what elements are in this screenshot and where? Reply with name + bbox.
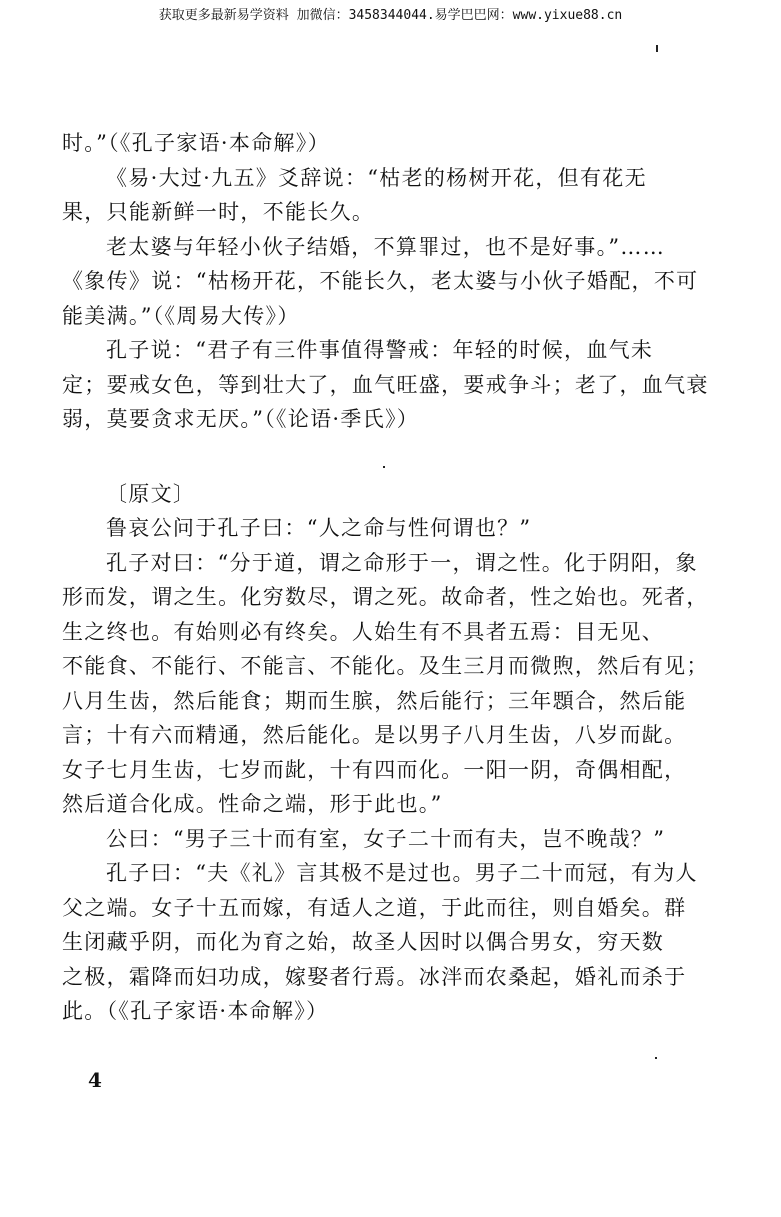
text-line: 不能食、不能行、不能言、不能化。及生三月而微煦，然后有见； <box>62 654 709 678</box>
text-line: 然后道合化成。性命之端，形于此也。” <box>62 792 443 816</box>
text-line: 言；十有六而精通，然后能化。是以男子八月生齿，八岁而龀。 <box>62 723 687 747</box>
text-line: 《象传》说：“枯杨开花，不能长久，老太婆与小伙子婚配，不可 <box>62 269 699 293</box>
text-line: 生之终也。有始则必有终矣。人始生有不具者五焉：目无见、 <box>62 619 665 644</box>
text-line: 孔子对曰：“分于道，谓之命形于一，谓之性。化于阴阳，象 <box>106 550 698 575</box>
text-line: 之极，霜降而妇功成，嫁娶者行焉。冰泮而农桑起，婚礼而杀于 <box>62 964 687 989</box>
text-line: 父之端。女子十五而嫁，有适人之道，于此而往，则自婚矣。群 <box>62 895 687 920</box>
text-line: 八月生齿，然后能食；期而生膑，然后能行；三年顋合，然后能 <box>62 688 687 713</box>
page-number: 4 <box>88 1068 102 1092</box>
text-line: 鲁哀公问于孔子曰：“人之命与性何谓也？” <box>106 516 532 540</box>
text-line: 形而发，谓之生。化穷数尽，谓之死。故命者，性之始也。死者， <box>62 585 709 609</box>
text-line: 《易·大过·九五》爻辞说：“枯老的杨树开花，但有花无 <box>106 165 647 190</box>
scan-speck <box>655 1057 657 1059</box>
text-line: 弱，莫要贪求无厌。”（《论语·季氏》） <box>62 407 420 431</box>
text-line: 时。”（《孔子家语·本命解》） <box>62 131 330 155</box>
text-line: 老太婆与年轻小伙子结婚，不算罪过，也不是好事。”…… <box>106 234 666 259</box>
scan-speck <box>383 466 385 468</box>
document-page <box>62 126 709 1029</box>
section-heading: 〔原文〕 <box>106 481 196 506</box>
text-line: 生闭藏乎阴，而化为育之始，故圣人因时以偶合男女，穷天数 <box>62 930 665 954</box>
text-line: 定；要戒女色，等到壮大了，血气旺盛，要戒争斗；老了，血气衰 <box>62 372 709 397</box>
text-line: 孔子曰：“夫《礼》言其极不是过也。男子二十而冠，有为人 <box>106 861 698 885</box>
text-line: 女子七月生齿，七岁而龀，十有四而化。一阳一阴，奇偶相配， <box>62 757 687 782</box>
text-line: 公曰：“男子三十而有室，女子二十而有夫，岂不晚哉？” <box>106 826 666 851</box>
text-line: 果，只能新鲜一时，不能长久。 <box>62 200 375 224</box>
scan-speck <box>656 45 658 52</box>
text-line: 能美满。”（《周易大传》） <box>62 303 300 328</box>
section-gap <box>62 437 682 477</box>
watermark-banner: 获取更多最新易学资料 加微信：3458344044.易学巴巴网：www.yixue88.cn <box>158 8 623 23</box>
text-line: 孔子说：“君子有三件事值得警戒：年轻的时候，血气未 <box>106 338 654 362</box>
text-line: 此。（《孔子家语·本命解》） <box>62 999 329 1023</box>
